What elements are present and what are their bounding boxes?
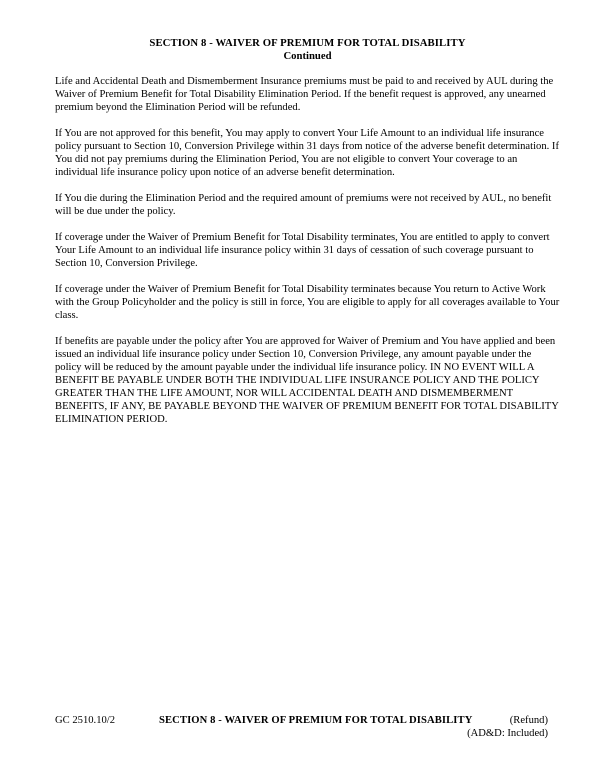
paragraph-premium-payment: Life and Accidental Death and Dismemberment Insurance premiums must be paid to and received by AUL during the Waiver of Premium Benefit for Total Disability Elimination Period. If the benefit request is approved, any unearned premium beyond the Elimination Period will be refunded.	[55, 76, 554, 113]
paragraph-death-during-elimination: If You die during the Elimination Period and the required amount of premiums were not received by AUL, no benefit will be due under the policy.	[55, 193, 552, 217]
paragraph-benefits-payable-reduction: If benefits are payable under the policy after You are approved for Waiver of Premium and You have applied and been issued an individual life insurance policy under Section 10, Conversion Privilege, any amount payable under the policy will be reduced by the amount payable under the individual life insurance policy. IN NO EVENT WILL A BENEFIT BE PAYABLE UNDER BOTH THE INDIVIDUAL LIFE INSURANCE POLICY AND THE POLICY GREATER THAN THE LIFE AMOUNT, NOR WILL ACCIDENTAL DEATH AND DISMEMBERMENT BENEFITS, IF ANY, BE PAYABLE BEYOND THE WAIVER OF PREMIUM BENEFIT FOR TOTAL DISABILITY ELIMINATION PERIOD.	[55, 336, 559, 425]
footer-section-title: SECTION 8 - WAIVER OF PREMIUM FOR TOTAL DISABILITY	[159, 715, 473, 726]
document-content	[55, 37, 560, 439]
paragraph-coverage-terminates-conversion: If coverage under the Waiver of Premium Benefit for Total Disability terminates, You are entitled to apply to convert Your Life Amount to an individual life insurance policy within 31 days of cessation of such coverage pursuant to Section 10, Conversion Privilege.	[55, 232, 550, 269]
paragraph-return-to-active-work: If coverage under the Waiver of Premium Benefit for Total Disability terminates because You return to Active Work with the Group Policyholder and the policy is still in force, You are eligible to apply for all coverages available to Your class.	[55, 284, 560, 321]
footer-refund-note: (Refund)	[509, 715, 548, 726]
footer-add-note: (AD&D: Included)	[467, 728, 548, 739]
paragraph-not-approved-conversion: If You are not approved for this benefit, You may apply to convert Your Life Amount to an individual life insurance policy pursuant to Section 10, Conversion Privilege within 31 days from notice of the adverse benefit determination. If You did not pay premiums during the Elimination Period, You are not eligible to convert Your coverage to an individual life insurance policy upon notice of an adverse benefit determination.	[55, 128, 559, 178]
page-subtitle: Continued	[283, 50, 332, 62]
footer-form-number: GC 2510.10/2	[55, 715, 116, 726]
page-title: SECTION 8 - WAIVER OF PREMIUM FOR TOTAL DISABILITY	[149, 37, 466, 49]
body-text	[55, 75, 560, 426]
